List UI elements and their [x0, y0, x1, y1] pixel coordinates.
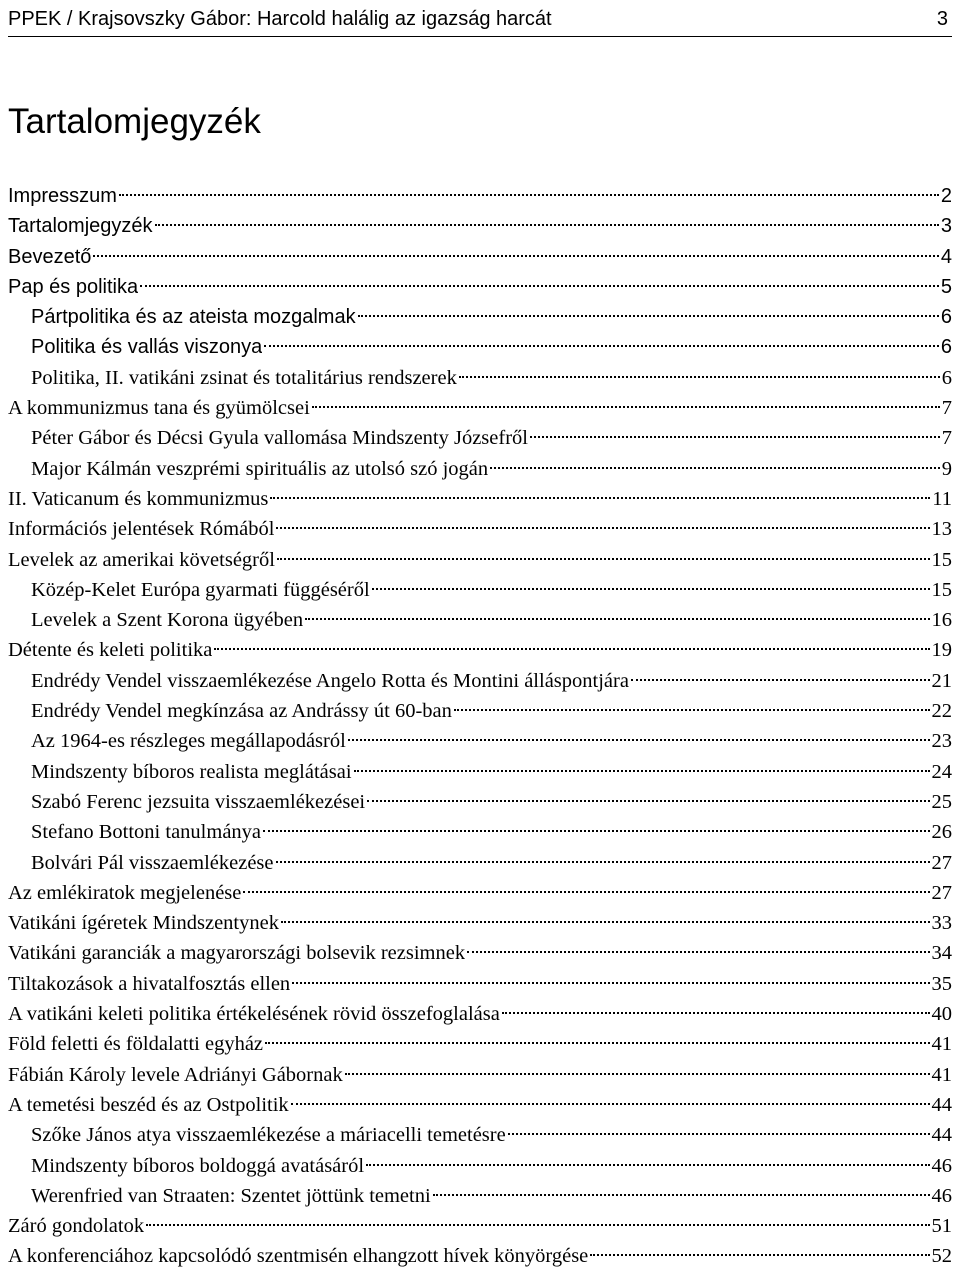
toc-entry-title: Közép-Kelet Európa gyarmati függéséről — [31, 578, 370, 601]
toc-entry-title: A kommunizmus tana és gyümölcsei — [8, 397, 310, 420]
toc-entry[interactable] — [8, 363, 952, 393]
toc-entry[interactable] — [8, 1060, 952, 1090]
dot-leader — [291, 1103, 930, 1105]
dot-leader — [292, 982, 929, 984]
toc-entry-title: Levelek az amerikai követségről — [8, 548, 275, 571]
toc-entry[interactable] — [8, 635, 952, 665]
toc-entry-title: Fábián Károly levele Adriányi Gábornak — [8, 1063, 343, 1086]
dot-leader — [277, 558, 930, 560]
toc-entry[interactable] — [8, 787, 952, 817]
toc-entry[interactable] — [8, 484, 952, 514]
toc-entry-title: A konferenciához kapcsolódó szentmisén elhangzott hívek könyörgése — [8, 1245, 589, 1268]
toc-entry-page-number: 7 — [941, 427, 952, 450]
toc-entry[interactable] — [8, 1151, 952, 1181]
toc-entry-title: Détente és keleti politika — [8, 639, 213, 662]
toc-entry-page-number: 41 — [931, 1033, 952, 1056]
toc-entry-title: Az 1964-es részleges megállapodásról — [31, 730, 346, 753]
dot-leader — [372, 588, 930, 590]
toc-entry-page-number: 27 — [931, 851, 952, 874]
dot-leader — [590, 1254, 929, 1256]
toc-entry-page-number: 25 — [931, 790, 952, 813]
toc-entry-title: Stefano Bottoni tanulmánya — [31, 821, 262, 844]
toc-entry-title: Információs jelentések Rómából — [8, 518, 275, 541]
dot-leader — [348, 739, 930, 741]
toc-entry-title: A temetési beszéd és az Ostpolitik — [8, 1093, 289, 1116]
toc-entry-page-number: 35 — [931, 972, 952, 995]
toc-entry-page-number: 33 — [931, 912, 952, 935]
toc-entry[interactable] — [8, 999, 952, 1029]
toc-entry-page-number: 15 — [931, 548, 952, 571]
toc-entry-page-number: 15 — [931, 578, 952, 601]
toc-entry[interactable] — [8, 272, 952, 302]
toc-entry-title: Mindszenty bíboros boldoggá avatásáról — [31, 1154, 365, 1177]
toc-entry-page-number: 4 — [940, 245, 952, 268]
toc-entry-page-number: 7 — [941, 397, 952, 420]
toc-entry[interactable] — [8, 726, 952, 756]
toc-entry[interactable] — [8, 1241, 952, 1271]
toc-entry-page-number: 40 — [931, 1003, 952, 1026]
toc-entry[interactable] — [8, 938, 952, 968]
toc-entry-page-number: 19 — [931, 639, 952, 662]
toc-entry-page-number: 2 — [940, 185, 952, 207]
dot-leader — [140, 285, 939, 287]
toc-entry-title: Bolvári Pál visszaemlékezése — [31, 851, 274, 874]
toc-entry-title: Tartalomjegyzék — [8, 215, 153, 238]
toc-entry-title: Endrédy Vendel visszaemlékezése Angelo Rotta és Montini álláspontjára — [31, 669, 629, 692]
toc-entry[interactable] — [8, 1090, 952, 1120]
toc-entry-title: Az emlékiratok megjelenése — [8, 881, 242, 904]
toc-entry-page-number: 5 — [940, 275, 952, 298]
toc-entry[interactable] — [8, 1029, 952, 1059]
header-page-number: 3 — [936, 8, 948, 30]
toc-entry-title: Major Kálmán veszprémi spirituális az utolsó szó jogán — [31, 457, 489, 480]
toc-entry[interactable] — [8, 817, 952, 847]
toc-entry-page-number: 26 — [931, 821, 952, 844]
toc-entry-title: Politika és vallás viszonya — [31, 336, 263, 359]
toc-entry[interactable] — [8, 878, 952, 908]
toc-entry[interactable] — [8, 1181, 952, 1211]
toc-entry-title: Pártpolitika és az ateista mozgalmak — [31, 306, 356, 329]
toc-heading: Tartalomjegyzék — [8, 102, 261, 141]
toc-entry-title: Vatikáni ígéretek Mindszentynek — [8, 912, 279, 935]
dot-leader — [270, 497, 930, 499]
dot-leader — [243, 891, 929, 893]
toc-entry[interactable] — [8, 211, 952, 241]
toc-entry-page-number: 51 — [931, 1215, 952, 1238]
dot-leader — [155, 224, 939, 226]
toc-entry-page-number: 46 — [931, 1154, 952, 1177]
dot-leader — [264, 345, 939, 347]
toc-entry[interactable] — [8, 1120, 952, 1150]
dot-leader — [312, 406, 940, 408]
dot-leader — [433, 1194, 930, 1196]
toc-entry[interactable] — [8, 332, 952, 362]
toc-entry-page-number: 11 — [932, 487, 952, 510]
toc-entry-title: Szabó Ferenc jezsuita visszaemlékezései — [31, 790, 366, 813]
toc-entry[interactable] — [8, 454, 952, 484]
dot-leader — [631, 679, 930, 681]
toc-entry-page-number: 23 — [931, 730, 952, 753]
toc-entry-title: Bevezető — [8, 245, 92, 268]
dot-leader — [305, 618, 929, 620]
dot-leader — [508, 1133, 930, 1135]
toc-entry-page-number: 16 — [931, 609, 952, 632]
toc-entry-page-number: 9 — [941, 457, 952, 480]
dot-leader — [119, 194, 939, 196]
toc-entry-title: II. Vaticanum és kommunizmus — [8, 487, 269, 510]
toc-entry-page-number: 3 — [940, 215, 952, 238]
toc-entry-page-number: 27 — [931, 881, 952, 904]
running-header — [8, 6, 952, 37]
dot-leader — [454, 709, 930, 711]
toc-entry[interactable] — [8, 1211, 952, 1241]
toc-entry[interactable] — [8, 848, 952, 878]
toc-entry-title: Vatikáni garanciák a magyarországi bolsevik rezsimnek — [8, 942, 466, 965]
dot-leader — [367, 800, 929, 802]
dot-leader — [93, 255, 938, 257]
toc-entry[interactable] — [8, 242, 952, 272]
toc-entry-page-number: 6 — [940, 336, 952, 359]
toc-entry-title: Werenfried van Straaten: Szentet jöttünk temetni — [31, 1184, 431, 1207]
dot-leader — [530, 436, 940, 438]
toc-entry[interactable] — [8, 423, 952, 453]
dot-leader — [490, 467, 940, 469]
toc-entry-title: Szőke János atya visszaemlékezése a máriacelli temetésre — [31, 1124, 506, 1147]
dot-leader — [345, 1073, 930, 1075]
toc-entry-page-number: 22 — [931, 700, 952, 723]
toc-entry[interactable] — [8, 545, 952, 575]
toc-entry-page-number: 44 — [931, 1124, 952, 1147]
dot-leader — [276, 861, 930, 863]
toc-entry-page-number: 24 — [931, 760, 952, 783]
toc-entry-page-number: 6 — [940, 306, 952, 329]
toc-entry-title: Záró gondolatok — [8, 1215, 145, 1238]
toc-entry[interactable] — [8, 575, 952, 605]
toc-entry-page-number: 21 — [931, 669, 952, 692]
toc-entry[interactable] — [8, 302, 952, 332]
toc-entry-title: Tiltakozások a hivatalfosztás ellen — [8, 972, 291, 995]
toc-entry-title: Politika, II. vatikáni zsinat és totalitárius rendszerek — [31, 366, 457, 389]
toc-entry-title: Impresszum — [8, 185, 117, 207]
toc-entry-title: Pap és politika — [8, 275, 139, 298]
toc-entry-page-number: 44 — [931, 1093, 952, 1116]
toc-entry-page-number: 52 — [931, 1245, 952, 1268]
toc-entry-page-number: 41 — [931, 1063, 952, 1086]
header-title: PPEK / Krajsovszky Gábor: Harcold halálig az igazság harcát — [8, 8, 552, 30]
toc-entry[interactable] — [8, 696, 952, 726]
dot-leader — [265, 1042, 929, 1044]
dot-leader — [281, 921, 930, 923]
dot-leader — [502, 1012, 930, 1014]
toc-entry[interactable] — [8, 605, 952, 635]
toc-entry-title: Levelek a Szent Korona ügyében — [31, 609, 304, 632]
toc-entry-page-number: 6 — [941, 366, 952, 389]
toc-entry-title: A vatikáni keleti politika értékelésének rövid összefoglalása — [8, 1003, 500, 1026]
toc-entry-title: Péter Gábor és Décsi Gyula vallomása Mindszenty Józsefről — [31, 427, 528, 450]
dot-leader — [459, 376, 940, 378]
toc-entry[interactable] — [8, 514, 952, 544]
toc-entry[interactable] — [8, 969, 952, 999]
table-of-contents — [8, 181, 952, 1272]
toc-entry-title: Föld feletti és földalatti egyház — [8, 1033, 264, 1056]
dot-leader — [467, 951, 929, 953]
dot-leader — [366, 1164, 929, 1166]
toc-entry[interactable] — [8, 393, 952, 423]
dot-leader — [214, 648, 929, 650]
toc-entry[interactable] — [8, 757, 952, 787]
dot-leader — [276, 527, 929, 529]
dot-leader — [354, 770, 930, 772]
toc-entry-page-number: 46 — [931, 1184, 952, 1207]
toc-entry-page-number: 34 — [931, 942, 952, 965]
toc-entry[interactable] — [8, 181, 952, 211]
dot-leader — [263, 830, 929, 832]
toc-entry[interactable] — [8, 908, 952, 938]
dot-leader — [358, 315, 939, 317]
toc-entry-title: Endrédy Vendel megkínzása az Andrássy út 60-ban — [31, 700, 452, 723]
toc-entry-page-number: 13 — [931, 518, 952, 541]
toc-entry-title: Mindszenty bíboros realista meglátásai — [31, 760, 352, 783]
toc-entry[interactable] — [8, 666, 952, 696]
